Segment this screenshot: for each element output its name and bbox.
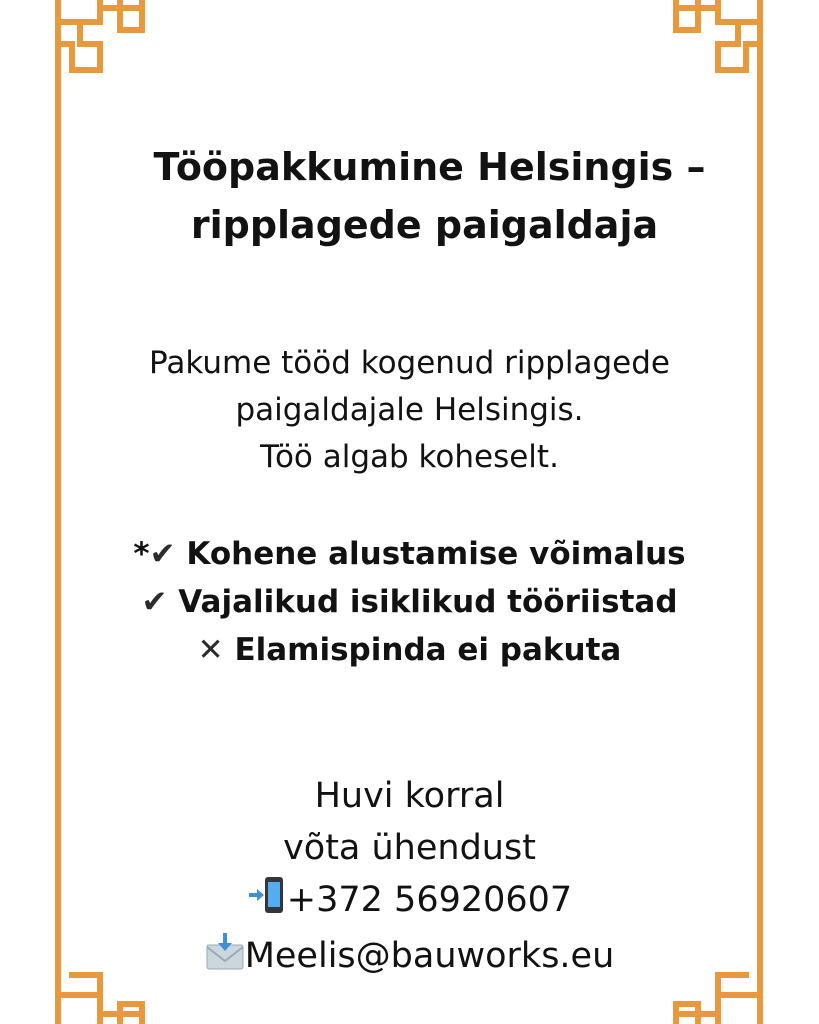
posting-title xyxy=(60,138,759,254)
feature-item xyxy=(60,530,759,578)
intro-text xyxy=(60,340,759,481)
contact-block xyxy=(60,770,759,986)
phone-row xyxy=(60,874,759,930)
check-icon: ✔ xyxy=(141,584,168,620)
email-row xyxy=(60,930,759,986)
feature-text: Vajalikud isiklikud tööriistad xyxy=(178,584,678,620)
check-icon: ✔ xyxy=(149,536,176,572)
feature-text: Elamispinda ei pakuta xyxy=(234,632,622,668)
intro-line-1: Pakume tööd kogenud ripplagede xyxy=(149,345,670,381)
title-line-2: ripplagede paigaldaja xyxy=(190,203,659,247)
intro-line-2: paigaldajale Helsingis. xyxy=(235,392,584,428)
feature-prefix: * xyxy=(133,536,150,572)
contact-line-2: võta ühendust xyxy=(283,828,536,868)
feature-text: Kohene alustamise võimalus xyxy=(186,536,686,572)
mobile-phone-arrow-icon xyxy=(247,875,287,930)
feature-item xyxy=(60,578,759,626)
email-address[interactable]: Meelis@bauworks.eu xyxy=(244,936,615,976)
intro-line-3: Töö algab koheselt. xyxy=(260,439,559,475)
cross-icon: ✕ xyxy=(197,632,224,668)
phone-number[interactable]: +372 56920607 xyxy=(286,880,573,920)
feature-item xyxy=(60,626,759,674)
contact-line-1: Huvi korral xyxy=(314,776,505,816)
title-line-1: Tööpakkumine Helsingis – xyxy=(153,145,706,189)
feature-list xyxy=(60,530,759,674)
envelope-arrow-icon xyxy=(205,931,245,986)
